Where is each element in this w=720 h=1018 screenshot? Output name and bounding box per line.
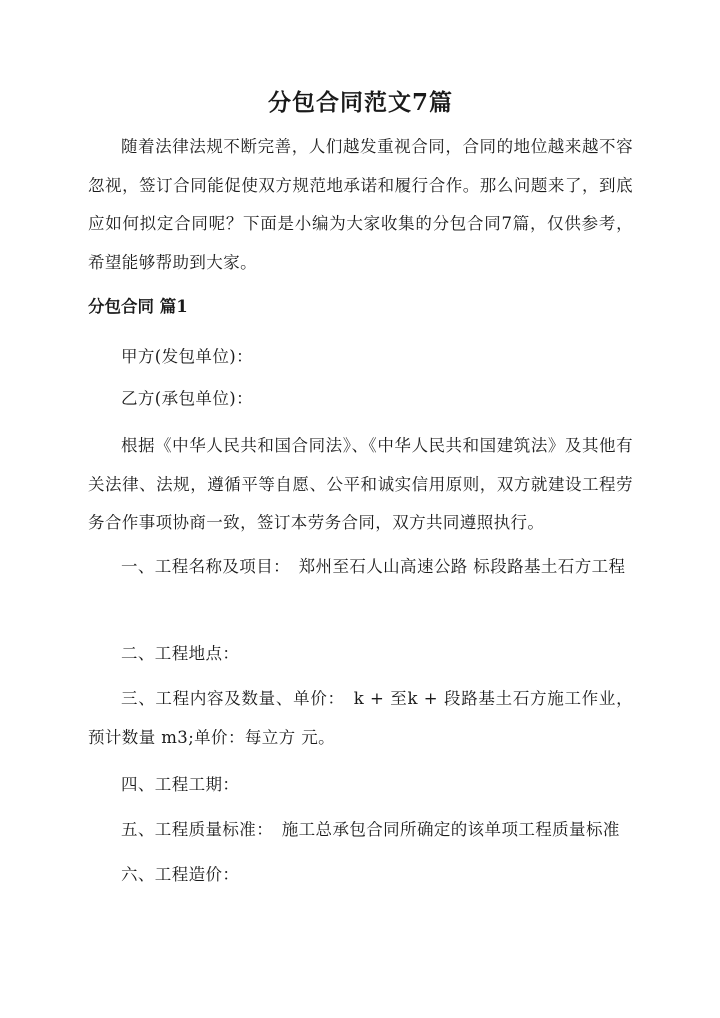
section-heading: 分包合同 篇1	[88, 297, 188, 316]
clause-project-content: 三、工程内容及数量、单价： k + 至k + 段路基土石方施工作业，预计数量 m3;单价：每立方 元。	[88, 689, 633, 747]
document-title: 分包合同范文7篇	[267, 89, 453, 116]
party-a-line: 甲方(发包单位)：	[121, 347, 253, 366]
clause-project-location: 二、工程地点：	[121, 644, 240, 663]
intro-paragraph: 随着法律法规不断完善，人们越发重视合同，合同的地位越来越不容忽视，签订合同能促使双方规范地承诺和履行合作。那么问题来了，到底应如何拟定合同呢？下面是小编为大家收集的分包合同7篇，仅供参考，希望能够帮助到大家。	[88, 137, 633, 272]
legal-basis-paragraph: 根据《中华人民共和国合同法》、《中华人民共和国建筑法》及其他有关法律、法规，遵循平等自愿、公平和诚实信用原则，双方就建设工程劳务合作事项协商一致，签订本劳务合同，双方共同遵照执行。	[88, 436, 633, 532]
clause-project-name: 一、工程名称及项目： 郑州至石人山高速公路 标段路基土石方工程	[121, 557, 626, 576]
party-b-line: 乙方(承包单位)：	[121, 389, 253, 408]
clause-quality-standard: 五、工程质量标准： 施工总承包合同所确定的该单项工程质量标准	[121, 820, 620, 839]
clause-project-cost: 六、工程造价：	[121, 865, 240, 884]
clause-project-duration: 四、工程工期：	[121, 775, 240, 794]
